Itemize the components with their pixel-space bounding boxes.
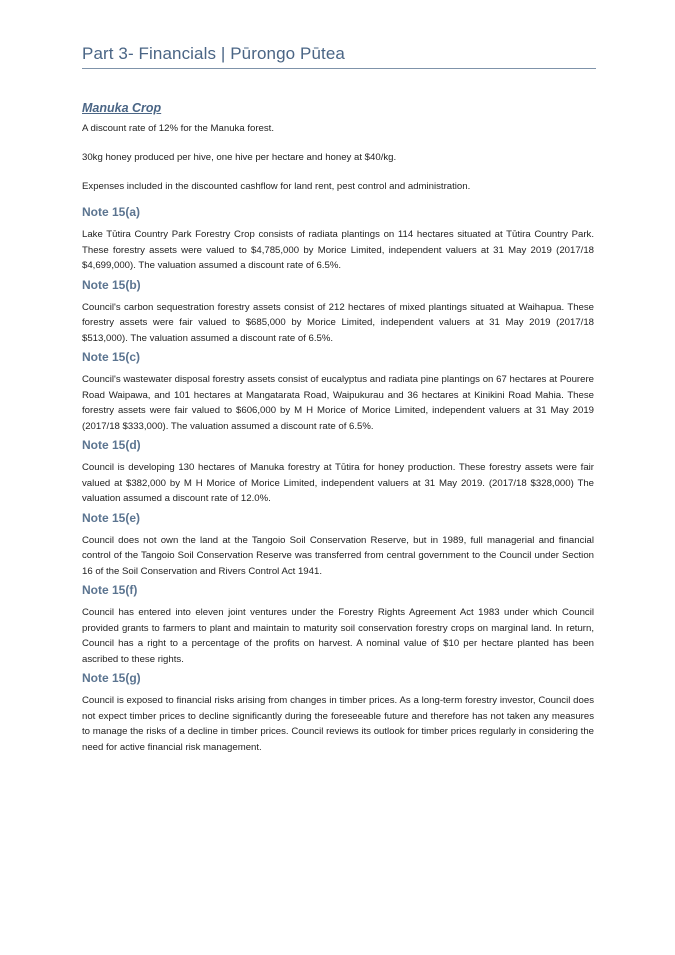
note-15e — [82, 511, 594, 580]
note-text: Council has entered into eleven joint ventures under the Forestry Rights Agreement Act 1983 under which Council provided grants to farmers to plant and maintain to maturity soil conservation forestry crops on marginal land. In return, Council has a right to a percentage of the profits on harvest. A nominal value of $10 per hectare planted has been ascribed to these rights. — [82, 607, 594, 665]
note-heading: Note 15(e) — [82, 510, 141, 525]
manuka-crop-heading: Manuka Crop — [82, 101, 162, 115]
manuka-expenses-line: Expenses included in the discounted cashflow for land rent, pest control and administration. — [82, 181, 471, 192]
note-text: Council's carbon sequestration forestry assets consist of 212 hectares of mixed plantings situated at Waihapua. These forestry assets were fair valued to $685,000 by Morice Limited, independent valuers at 31 May 2019 (2017/18 $513,000). The valuation assumed a discount rate of 6.5%. — [82, 301, 594, 344]
manuka-discount-line: A discount rate of 12% for the Manuka forest. — [82, 123, 274, 134]
note-15b — [82, 278, 594, 347]
note-heading: Note 15(a) — [82, 205, 141, 219]
note-heading: Note 15(f) — [82, 583, 138, 597]
note-heading: Note 15(b) — [82, 277, 141, 292]
note-15a — [82, 205, 594, 274]
note-text: Council's wastewater disposal forestry assets consist of eucalyptus and radiata pine plantings on 67 hectares at Pourere Road Waipawa, and 101 hectares at Mangatarata Road, Waipukurau and 36 hectares at Kinikini Road Mahia. These forestry assets were fair valued to $606,000 by M H Morice of Morice Limited, independent valuers at 31 May 2019 (2017/18 $333,000). The valuation assumed a discount rate of 6.5%. — [82, 374, 594, 432]
note-15f — [82, 583, 594, 667]
note-heading: Note 15(g) — [82, 671, 141, 685]
note-text: Council is exposed to financial risks arising from changes in timber prices. As a long-term forestry investor, Council does not expect timber prices to decline significantly during the foreseeable future and therefore has not taken any measures to manage the risks of a decline in timber prices. Council reviews its outlook for timber prices regularly in considering the need for active financial risk management. — [82, 695, 594, 753]
note-heading: Note 15(d) — [82, 438, 141, 452]
note-15c — [82, 350, 594, 434]
page-content — [82, 101, 594, 759]
manuka-honey-line: 30kg honey produced per hive, one hive per hectare and honey at $40/kg. — [82, 152, 397, 163]
note-heading: Note 15(c) — [82, 350, 141, 364]
note-15g — [82, 671, 594, 755]
note-text: Council is developing 130 hectares of Manuka forestry at Tūtira for honey production. These forestry assets were fair valued at $382,000 by M H Morice of Morice Limited, independent valuers at 31 May 2019. (2017/18 $328,000) The valuation assumed a discount rate of 12.0%. — [82, 462, 594, 504]
page-header: Part 3- Financials | Pūrongo Pūtea — [82, 44, 596, 69]
note-text: Lake Tūtira Country Park Forestry Crop consists of radiata plantings on 114 hectares situated at Tūtira Country Park. These forestry assets were valued to $4,785,000 by Morice Limited, independent valuers at 31 May 2019 (2017/18 $4,699,000). The valuation assumed a discount rate of 6.5%. — [82, 229, 594, 271]
note-text: Council does not own the land at the Tangoio Soil Conservation Reserve, but in 1989, full managerial and financial control of the Tangoio Soil Conservation Reserve was transferred from central government to the Council under Section 16 of the Soil Conservation and Rivers Control Act 1941. — [82, 534, 594, 577]
note-15d — [82, 438, 594, 507]
